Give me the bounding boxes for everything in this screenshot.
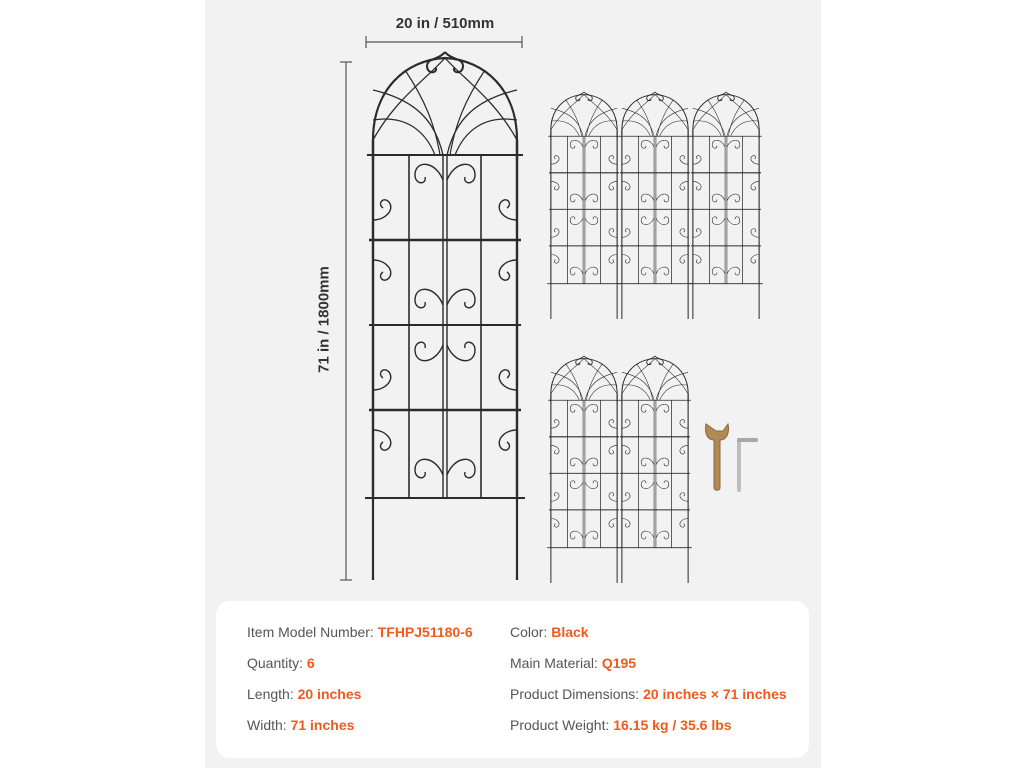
spec-length bbox=[247, 686, 361, 702]
spec-value: 71 inches bbox=[290, 717, 355, 733]
spec-quantity bbox=[247, 655, 315, 671]
hex-key-icon bbox=[739, 440, 756, 490]
width-dimension-label: 20 in / 510mm bbox=[395, 15, 495, 32]
spec-color bbox=[510, 624, 589, 640]
spec-value: 20 inches bbox=[297, 686, 362, 702]
spec-value: 16.15 kg / 35.6 lbs bbox=[613, 717, 732, 733]
spec-value: 6 bbox=[306, 655, 315, 671]
spec-item-model bbox=[247, 624, 473, 640]
trellis-small-4 bbox=[547, 356, 621, 583]
wrench-icon bbox=[705, 424, 728, 490]
spec-material bbox=[510, 655, 636, 671]
height-dimension-line bbox=[340, 62, 352, 580]
spec-label: Length: bbox=[247, 686, 298, 702]
spec-label: Quantity: bbox=[247, 655, 307, 671]
specifications-card bbox=[216, 601, 809, 758]
spec-value: Q195 bbox=[601, 655, 637, 671]
spec-label: Main Material: bbox=[510, 655, 602, 671]
spec-value: 20 inches × 71 inches bbox=[643, 686, 787, 702]
trellis-small-5 bbox=[618, 356, 692, 583]
height-dimension-text: 71 in / 1800mm bbox=[315, 266, 333, 373]
trellis-main bbox=[365, 52, 525, 580]
trellis-small-2 bbox=[618, 92, 692, 319]
spec-label: Item Model Number: bbox=[247, 624, 378, 640]
spec-dimensions bbox=[510, 686, 787, 702]
spec-label: Color: bbox=[510, 624, 552, 640]
spec-label: Width: bbox=[247, 717, 291, 733]
spec-weight bbox=[510, 717, 732, 733]
width-dimension-line bbox=[366, 36, 522, 48]
spec-value: Black bbox=[551, 624, 589, 640]
spec-label: Product Weight: bbox=[510, 717, 614, 733]
spec-label: Product Dimensions: bbox=[510, 686, 644, 702]
spec-value: TFHPJ51180-6 bbox=[377, 624, 473, 640]
spec-width bbox=[247, 717, 354, 733]
trellis-small-3 bbox=[689, 92, 763, 319]
trellis-small-1 bbox=[547, 92, 621, 319]
